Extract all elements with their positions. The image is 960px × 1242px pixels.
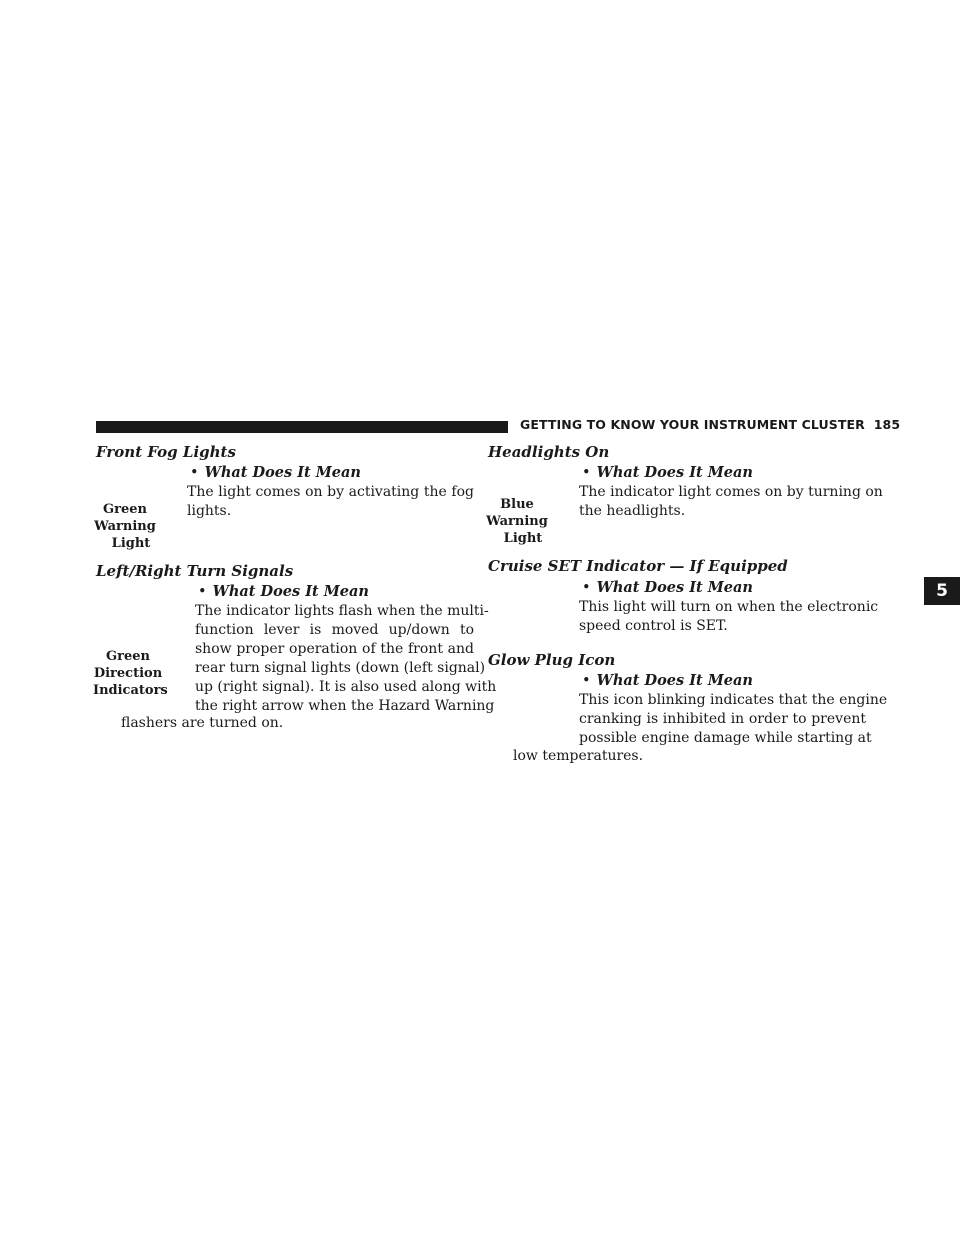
- body-headlights-on: The indicator light comes on by turning on the headlights.: [579, 484, 883, 519]
- continuation-glow-plug: low temperatures.: [513, 748, 644, 764]
- header-title: GETTING TO KNOW YOUR INSTRUMENT CLUSTER: [520, 417, 865, 432]
- subhead-what-does-it-mean: • What Does It Mean: [198, 583, 369, 600]
- page-number: 185: [873, 417, 901, 432]
- section-heading-front-fog-lights: Front Fog Lights: [96, 443, 236, 461]
- running-header: [520, 417, 901, 432]
- section-heading-cruise-set-indicator: Cruise SET Indicator — If Equipped: [488, 557, 788, 575]
- body-glow-plug-icon: This icon blinking indicates that the engine cranking is inhibited in order to prevent possible engine damage while starting at: [579, 692, 888, 746]
- header-rule: [96, 421, 508, 433]
- body-turn-signals: The indicator lights flash when the multi- function lever is moved up/down to show proper operation of the front and rear turn signal lights (down (left signal) up (right signal). It is also used along with the right arrow when the Hazard Warning: [195, 603, 497, 714]
- section-heading-turn-signals: Left/Right Turn Signals: [96, 562, 294, 580]
- subhead-what-does-it-mean: • What Does It Mean: [582, 464, 753, 481]
- bullet: •: [198, 584, 207, 600]
- subhead-what-does-it-mean: • What Does It Mean: [582, 579, 753, 596]
- bullet: •: [582, 465, 591, 481]
- icon-label-green-direction-indicators: Green Direction Indicators: [93, 649, 168, 698]
- subhead-what-does-it-mean: • What Does It Mean: [190, 464, 361, 481]
- icon-label-green-warning-light: Green Warning Light: [94, 502, 156, 551]
- icon-label-blue-warning-light: Blue Warning Light: [486, 497, 548, 546]
- body-cruise-set-indicator: This light will turn on when the electronic speed control is SET.: [579, 599, 879, 634]
- subhead-what-does-it-mean: • What Does It Mean: [582, 672, 753, 689]
- bullet: •: [190, 465, 199, 481]
- continuation-turn-signals: flashers are turned on.: [121, 715, 284, 731]
- body-front-fog-lights: The light comes on by activating the fog lights.: [187, 484, 474, 519]
- bullet: •: [582, 580, 591, 596]
- section-heading-headlights-on: Headlights On: [488, 443, 610, 461]
- chapter-tab: 5: [924, 577, 960, 605]
- section-heading-glow-plug-icon: Glow Plug Icon: [488, 651, 616, 669]
- bullet: •: [582, 673, 591, 689]
